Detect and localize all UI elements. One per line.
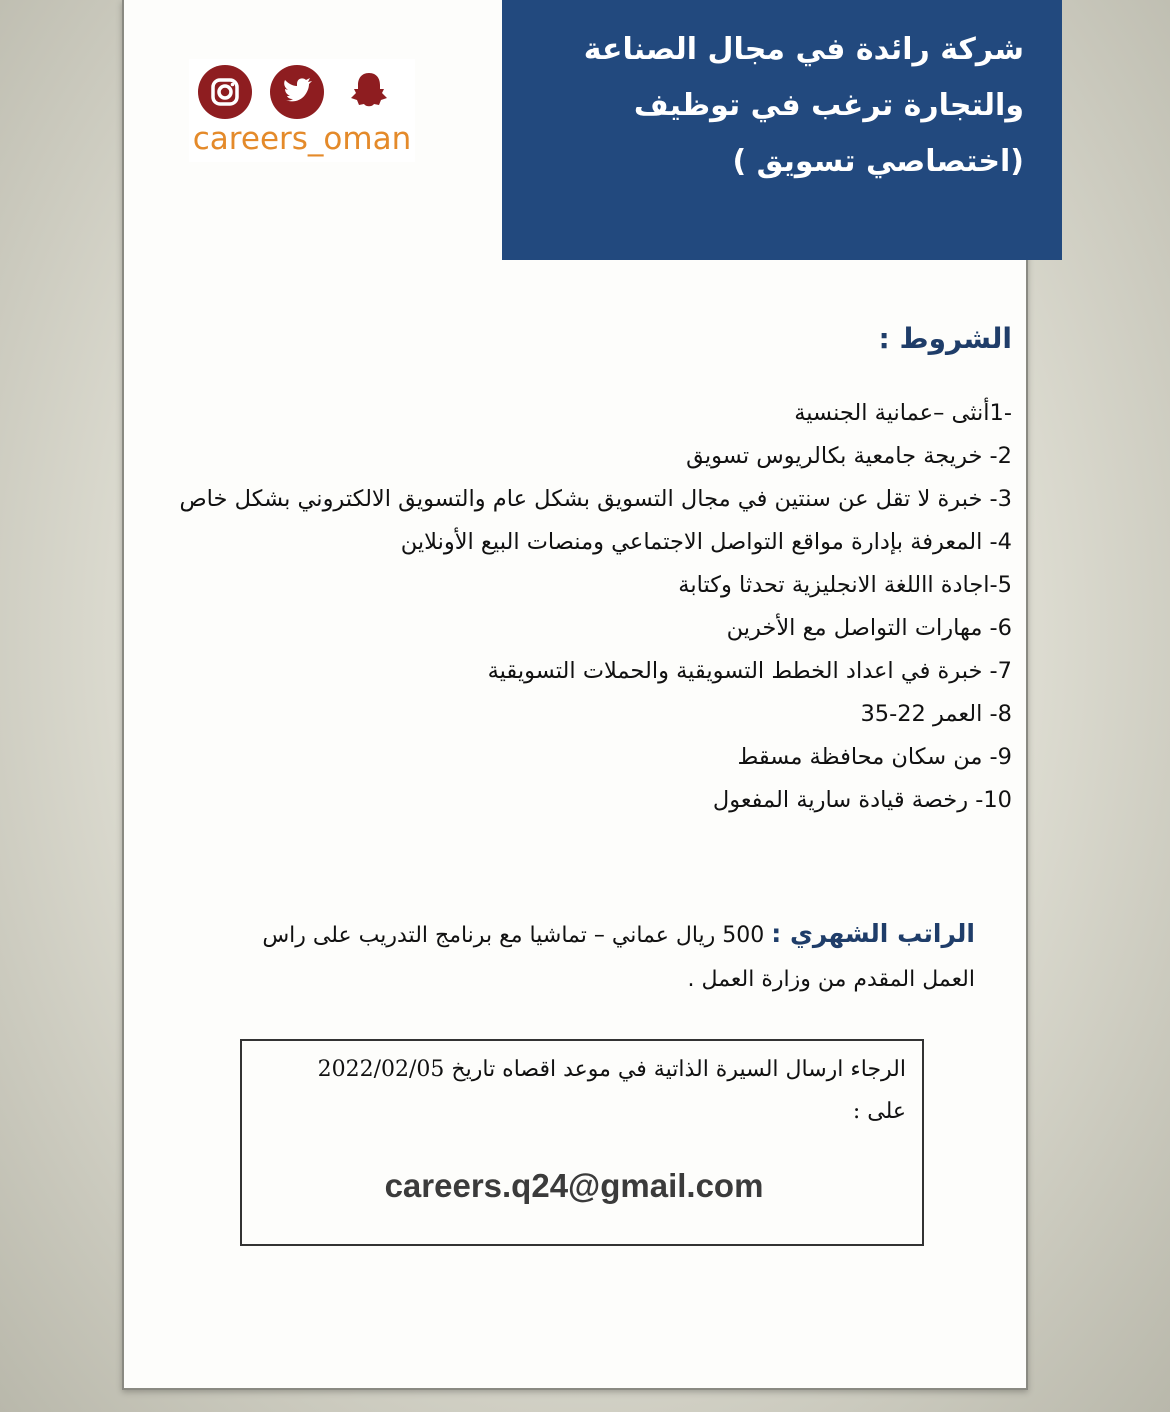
list-item: 3- خبرة لا تقل عن سنتين في مجال التسويق بشكل عام والتسويق الالكتروني بشكل خاص [179, 486, 1012, 512]
conditions-title: الشروط : [878, 322, 1012, 355]
list-item: -1أنثى –عمانية الجنسية [794, 400, 1012, 426]
apply-line: الرجاء ارسال السيرة الذاتية في موعد اقصاه تاريخ 2022/02/05 [317, 1057, 906, 1082]
apply-instructions [266, 1049, 906, 1133]
list-item: 8- العمر 22-35 [860, 701, 1012, 727]
list-item: 4- المعرفة بإدارة مواقع التواصل الاجتماعي ومنصات البيع الأونلاين [400, 529, 1012, 555]
header-banner [502, 0, 1062, 260]
list-item: 5-اجادة االلغة الانجليزية تحدثا وكتابة [678, 572, 1012, 598]
apply-box [240, 1039, 924, 1246]
snapchat-icon[interactable] [342, 65, 396, 119]
list-item: 2- خريجة جامعية بكالريوس تسويق [686, 443, 1012, 469]
salary-label: الراتب الشهري : [771, 919, 975, 948]
twitter-icon[interactable] [270, 65, 324, 119]
list-item: 10- رخصة قيادة سارية المفعول [712, 787, 1012, 813]
social-badge [189, 59, 415, 162]
instagram-icon[interactable] [198, 65, 252, 119]
conditions-list [132, 392, 1012, 822]
list-item: 6- مهارات التواصل مع الأخرين [726, 615, 1012, 641]
header-line: والتجارة ترغب في توظيف [633, 88, 1024, 123]
salary-text: 500 ريال عماني – تماشيا مع برنامج التدريب على راس العمل المقدم من وزارة العمل . [262, 923, 975, 992]
salary-section [205, 912, 975, 1002]
list-item: 9- من سكان محافظة مسقط [737, 744, 1012, 770]
social-handle: careers_oman [192, 121, 412, 157]
list-item: 7- خبرة في اعداد الخطط التسويقية والحملات التسويقية [487, 658, 1012, 684]
header-line: (اختصاصي تسويق ) [732, 144, 1024, 179]
apply-line: على : [852, 1099, 906, 1124]
header-line: شركة رائدة في مجال الصناعة [583, 32, 1024, 67]
contact-email[interactable]: careers.q24@gmail.com [384, 1167, 764, 1204]
